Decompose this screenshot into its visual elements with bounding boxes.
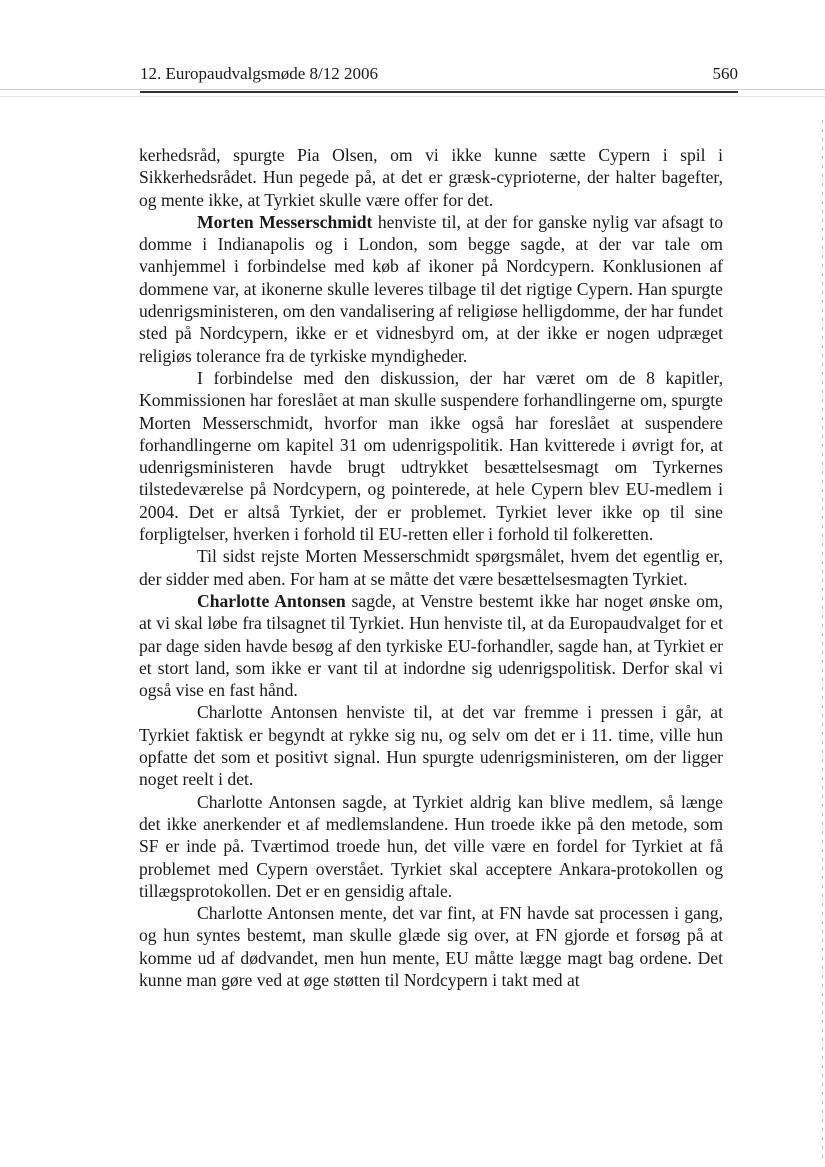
paragraph-text: sagde, at Venstre bestemt ikke har noget ønske om, at vi skal løbe fra tilsagnet til Tyrkiet. Hun henviste til, at da Europaudvalget for et par dage siden havde besøg af den tyrkiske EU-forhandler, sagde han, at Tyrkiet er et stort land, som ikke er vant til at indordne sig udenrigspolitisk. Derfor skal vi også vise en fast hånd. bbox=[139, 590, 724, 701]
header-rule-thin bbox=[0, 89, 825, 90]
scan-edge bbox=[822, 120, 823, 1160]
paragraph bbox=[139, 545, 723, 590]
paragraph-text: kerhedsråd, spurgte Pia Olsen, om vi ikke kunne sætte Cypern i spil i Sikkerhedsrådet. Hun pegede på, at det er græsk-cyprioterne, der halter bagefter, og mente ikke, at Tyrkiet skulle være offer for det. bbox=[139, 145, 723, 210]
paragraph bbox=[139, 902, 723, 991]
document-title: 12. Europaudvalgsmøde 8/12 2006 bbox=[140, 64, 378, 83]
paragraph bbox=[139, 590, 723, 701]
body-text bbox=[139, 144, 723, 991]
speaker-name: Morten Messerschmidt bbox=[197, 211, 373, 232]
header-rule-faint bbox=[0, 96, 825, 97]
header-rule bbox=[140, 91, 738, 93]
page-number: 560 bbox=[712, 64, 738, 83]
paragraph bbox=[139, 701, 723, 790]
paragraph-text: henviste til, at der for ganske nylig var afsagt to domme i Indianapolis og i London, som begge sagde, at der var tale om vanhjemmel i forbindelse med køb af ikoner på Nordcypern. Konklusionen af dommene var, at ikonerne skulle leveres tilbage til det rigtige Cypern. Han spurgte udenrigsministeren, om den vandalisering af religiøse helligdomme, der har fundet sted på Nordcypern, ikke er et vidnesbyrd om, at der ikke er nogen udpræget religiøs tolerance fra de tyrkiske myndigheder. bbox=[139, 211, 723, 366]
paragraph-text: Charlotte Antonsen henviste til, at det var fremme i pressen i går, at Tyrkiet faktisk er begyndt at rykke sig nu, og selv om det er i 11. time, ville hun opfatte det som et positivt signal. Hun spurgte udenrigsministeren, om der ligger noget reelt i det. bbox=[139, 702, 723, 790]
paragraph-text: Charlotte Antonsen mente, det var fint, at FN havde sat processen i gang, og hun syntes bestemt, man skulle glæde sig over, at FN gjorde et forsøg på at komme ud af dødvandet, men hun mente, EU måtte lægge magt bag ordene. Det kunne man gøre ved at øge støtten til Nordcypern i takt med at bbox=[139, 903, 723, 990]
paragraph-text: Til sidst rejste Morten Messerschmidt spørgsmålet, hvem det egentlig er, der sidder med aben. For ham at se måtte det være besættelsesmagten Tyrkiet. bbox=[139, 546, 723, 589]
paragraph bbox=[139, 211, 723, 367]
speaker-name: Charlotte Antonsen bbox=[197, 590, 346, 611]
paragraph bbox=[139, 791, 723, 902]
paragraph-text: I forbindelse med den diskussion, der har været om de 8 kapitler, Kommissionen har foreslået at man skulle suspendere forhandlingerne om, spurgte Morten Messerschmidt, hvorfor man ikke også har foreslået at suspendere forhandlingerne om kapitel 31 om udenrigspolitik. Han kvitterede i øvrigt for, at udenrigsministeren havde brugt udtrykket besættelsesmagt om Tyrkernes tilstedeværelse på Nordcypern, og pointerede, at hele Cypern blev EU-medlem i 2004. Det er altså Tyrkiet, der er problemet. Tyrkiet lever ikke op til sine forpligtelser, hverken i forhold til EU-retten eller i forhold til folkeretten. bbox=[139, 367, 723, 545]
page-header bbox=[140, 64, 738, 86]
paragraph-text: Charlotte Antonsen sagde, at Tyrkiet aldrig kan blive medlem, så længe det ikke anerkender et af medlemslandene. Hun troede ikke på den metode, som SF er inde på. Tværtimod troede hun, det ville være en fordel for Tyrkiet at få problemet med Cypern overstået. Tyrkiet skal acceptere Ankara-protokollen og tillægsprotokollen. Det er en gensidig aftale. bbox=[139, 791, 723, 901]
paragraph bbox=[139, 367, 723, 545]
paragraph bbox=[139, 144, 723, 211]
